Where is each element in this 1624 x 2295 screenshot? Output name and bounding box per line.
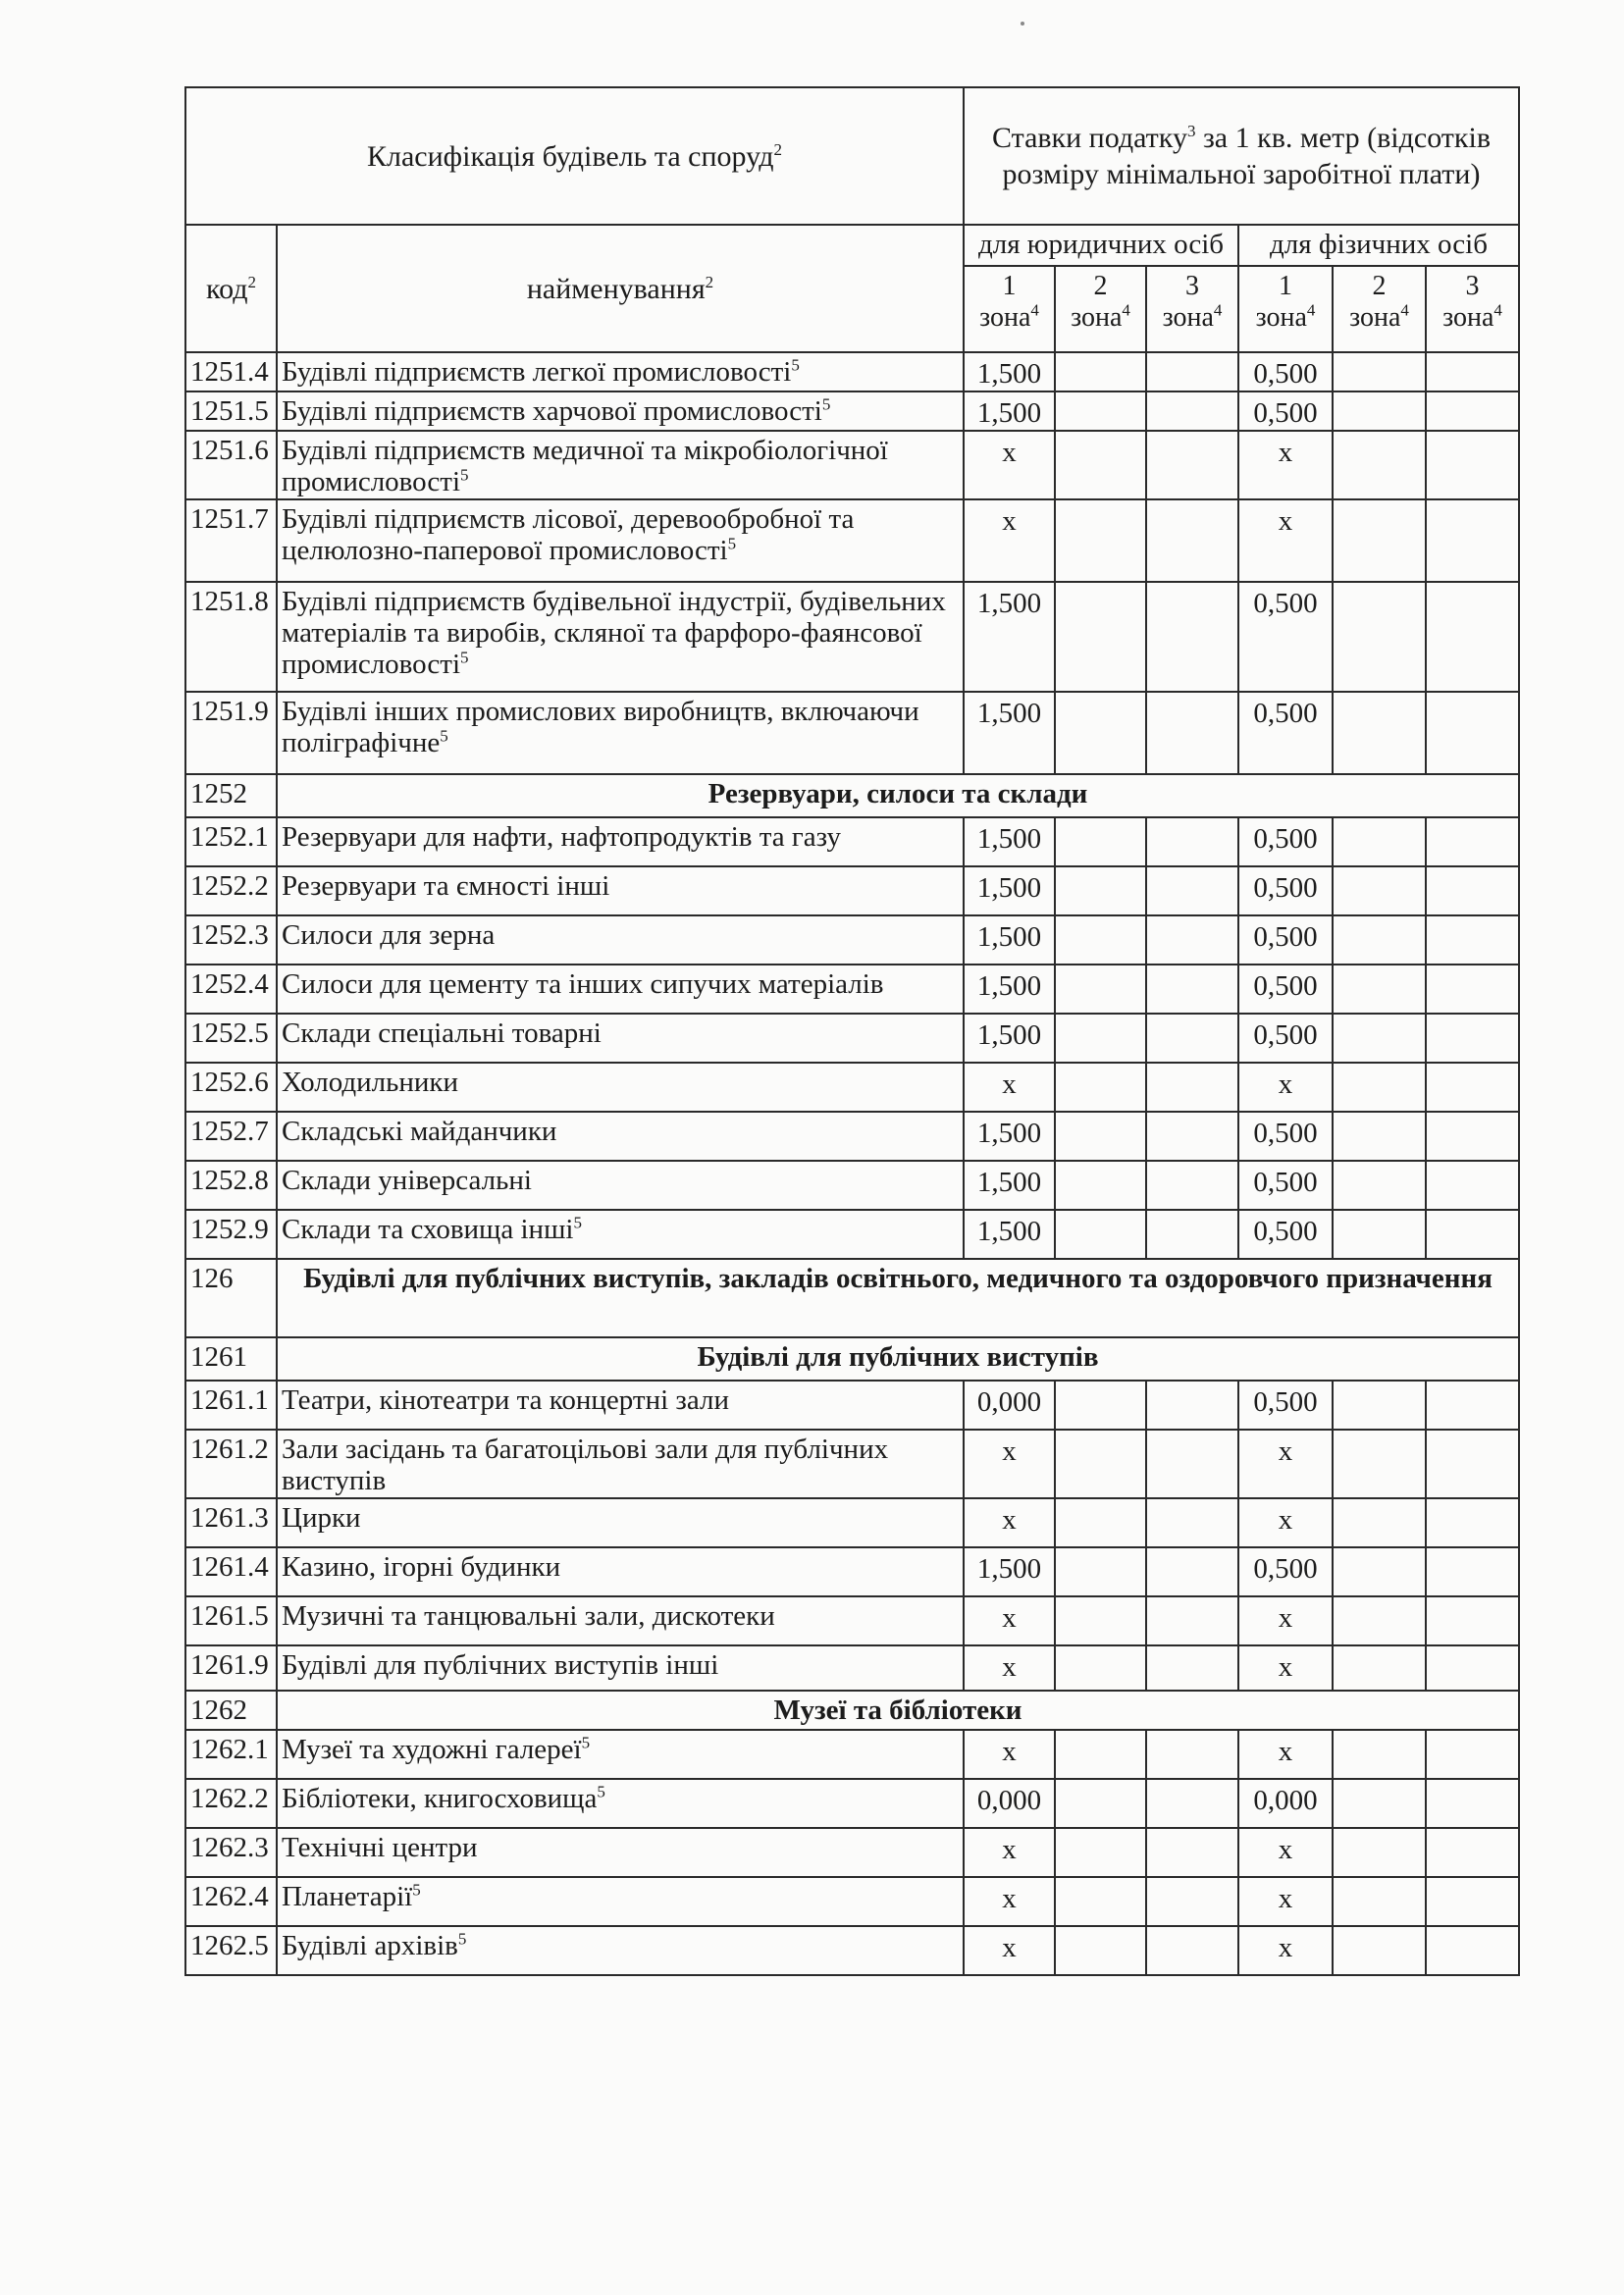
legal-zone3-rate [1146,1161,1238,1210]
name-cell: Будівлі підприємств лісової, деревообробної та целюлозно-паперової промисловості$^5$ [277,499,964,582]
legal-zone3-rate [1146,1014,1238,1063]
table-row [185,1063,1519,1112]
individual-zone2-rate [1333,1926,1426,1975]
legal-zone1-rate: x [964,1926,1055,1975]
legal-zone2-rate [1055,1730,1146,1779]
name-cell: Будівлі підприємств харчової промисловості$^5$ [277,391,964,431]
code-cell: 1262.1 [185,1730,277,1779]
footnote-mark: 5 [457,1928,467,1948]
code-cell: 1261 [185,1337,277,1381]
legal-zone1-rate: 1,500 [964,1112,1055,1161]
legal-zone3-rate [1146,1381,1238,1430]
legal-zone1-rate: x [964,1828,1055,1877]
code-cell: 1251.6 [185,431,277,499]
name-cell: Будівлі для публічних виступів інші [277,1645,964,1691]
legal-zone3-rate [1146,692,1238,774]
section-row [185,1337,1519,1381]
table-row [185,1498,1519,1547]
legal-zone1-rate: 0,000 [964,1779,1055,1828]
individual-zone1-rate: 0,500 [1238,1161,1333,1210]
code-cell: 1251.8 [185,582,277,692]
legal-zone2-rate [1055,1430,1146,1498]
section-row [185,1691,1519,1730]
legal-zone2-rate [1055,499,1146,582]
code-cell: 1262.4 [185,1877,277,1926]
individual-zone3-rate [1426,1063,1519,1112]
individual-zone2-rate [1333,1828,1426,1877]
code-cell: 1261.9 [185,1645,277,1691]
legal-zone2-rate [1055,1645,1146,1691]
legal-zone1-rate: 1,500 [964,965,1055,1014]
table-row [185,817,1519,866]
legal-zone2-rate [1055,1779,1146,1828]
scan-speck [1021,22,1024,26]
legal-zone3-rate [1146,915,1238,965]
legal-zone1-rate: 1,500 [964,866,1055,915]
legal-zone3-rate [1146,1645,1238,1691]
individual-zone1-rate: 0,500 [1238,866,1333,915]
code-cell: 1251.5 [185,391,277,431]
table-row [185,915,1519,965]
code-cell: 1262.3 [185,1828,277,1877]
legal-zone2-rate [1055,1014,1146,1063]
table-row [185,1645,1519,1691]
individual-zone2-rate [1333,1210,1426,1259]
legal-zone1-rate: 1,500 [964,1210,1055,1259]
individual-zone2-rate [1333,692,1426,774]
code-cell: 1261.5 [185,1596,277,1645]
legal-zone3-rate [1146,965,1238,1014]
name-cell: Технічні центри [277,1828,964,1877]
legal-zone3-rate [1146,352,1238,391]
zone-header: 2 зона$^4$ [1333,266,1426,352]
legal-zone1-rate: 1,500 [964,915,1055,965]
footnote-mark: 5 [573,1213,582,1232]
legal-zone1-rate: x [964,1430,1055,1498]
individual-zone3-rate [1426,1112,1519,1161]
individual-zone3-rate [1426,1430,1519,1498]
legal-zone3-rate [1146,1547,1238,1596]
individual-zone3-rate [1426,1596,1519,1645]
individual-zone2-rate [1333,1063,1426,1112]
code-header: код$^2$ [185,225,277,352]
individual-zone3-rate [1426,1210,1519,1259]
legal-zone2-rate [1055,1161,1146,1210]
individual-zone1-rate: 0,500 [1238,1381,1333,1430]
individual-zone3-rate [1426,1645,1519,1691]
individual-zone3-rate [1426,352,1519,391]
name-cell: Будівлі інших промислових виробництв, включаючи поліграфічне$^5$ [277,692,964,774]
name-cell: Цирки [277,1498,964,1547]
name-cell: Силоси для цементу та інших сипучих матеріалів [277,965,964,1014]
individual-zone1-rate: 0,500 [1238,965,1333,1014]
legal-zone3-rate [1146,1112,1238,1161]
table-row [185,866,1519,915]
zone-header: 1 зона$^4$ [964,266,1055,352]
table-row [185,1161,1519,1210]
individual-zone1-rate: x [1238,1498,1333,1547]
individual-zone2-rate [1333,1596,1426,1645]
individual-zone1-rate: 0,500 [1238,692,1333,774]
section-row [185,774,1519,817]
zone-header: 2 зона$^4$ [1055,266,1146,352]
individual-zone1-rate: 0,500 [1238,352,1333,391]
individual-zone1-rate: 0,500 [1238,1014,1333,1063]
individual-zone3-rate [1426,499,1519,582]
code-cell: 1261.4 [185,1547,277,1596]
individual-zone1-rate: 0,500 [1238,582,1333,692]
footnote-mark: 5 [597,1781,605,1800]
name-cell: Музичні та танцювальні зали, дискотеки [277,1596,964,1645]
table-row [185,1596,1519,1645]
table-row [185,1828,1519,1877]
individual-zone1-rate: 0,000 [1238,1779,1333,1828]
table-row [185,1926,1519,1975]
code-cell: 126 [185,1259,277,1337]
legal-zone1-rate: 1,500 [964,582,1055,692]
footnote-mark: 5 [581,1732,591,1751]
legal-zone2-rate [1055,1210,1146,1259]
legal-zone1-rate: 1,500 [964,352,1055,391]
individual-zone3-rate [1426,1161,1519,1210]
individual-zone2-rate [1333,1430,1426,1498]
legal-zone1-rate: 1,500 [964,1014,1055,1063]
table-row [185,1779,1519,1828]
table-row [185,965,1519,1014]
legal-zone2-rate [1055,582,1146,692]
individual-zone2-rate [1333,1877,1426,1926]
legal-zone3-rate [1146,499,1238,582]
name-cell: Силоси для зерна [277,915,964,965]
legal-zone2-rate [1055,1596,1146,1645]
individual-zone3-rate [1426,866,1519,915]
code-cell: 1251.4 [185,352,277,391]
individual-zone1-rate: x [1238,1430,1333,1498]
individual-zone1-rate: 0,500 [1238,1547,1333,1596]
legal-zone2-rate [1055,692,1146,774]
individual-zone2-rate [1333,817,1426,866]
legal-zone2-rate [1055,1926,1146,1975]
code-cell: 1252.7 [185,1112,277,1161]
legal-zone3-rate [1146,1730,1238,1779]
legal-zone1-rate: 1,500 [964,817,1055,866]
legal-zone2-rate [1055,1063,1146,1112]
legal-zone1-rate: 1,500 [964,1161,1055,1210]
individual-zone2-rate [1333,915,1426,965]
individual-zone2-rate [1333,1498,1426,1547]
table-row [185,582,1519,692]
zone-header: 1 зона$^4$ [1238,266,1333,352]
table-row [185,1112,1519,1161]
code-cell: 1262 [185,1691,277,1730]
legal-zone2-rate [1055,915,1146,965]
individual-zone3-rate [1426,1014,1519,1063]
individual-zone3-rate [1426,915,1519,965]
individual-zone3-rate [1426,1828,1519,1877]
table-row [185,1430,1519,1498]
table-row [185,1547,1519,1596]
section-title: Будівлі для публічних виступів [277,1337,1519,1381]
legal-zone1-rate: x [964,431,1055,499]
legal-zone2-rate [1055,1112,1146,1161]
name-cell: Театри, кінотеатри та концертні зали [277,1381,964,1430]
legal-zone1-rate: x [964,1877,1055,1926]
name-cell: Будівлі підприємств медичної та мікробіологічної промисловості$^5$ [277,431,964,499]
name-cell: Холодильники [277,1063,964,1112]
individual-zone2-rate [1333,1779,1426,1828]
legal-zone3-rate [1146,1063,1238,1112]
code-cell: 1261.1 [185,1381,277,1430]
name-cell: Будівлі підприємств будівельної індустрії, будівельних матеріалів та виробів, скляної та фарфоро-фаянсової промисловості$^5$ [277,582,964,692]
footnote-mark: 5 [440,726,448,746]
name-cell: Склади та сховища інші$^5$ [277,1210,964,1259]
name-cell: Будівлі архівів$^5$ [277,1926,964,1975]
individuals-header: для фізичних осіб [1238,225,1519,266]
individual-zone2-rate [1333,1161,1426,1210]
footnote-mark: 5 [791,355,800,375]
name-cell: Казино, ігорні будинки [277,1547,964,1596]
name-cell: Будівлі підприємств легкої промисловості$^5$ [277,352,964,391]
individual-zone2-rate [1333,965,1426,1014]
footnote-mark: 5 [460,647,469,666]
legal-zone3-rate [1146,1596,1238,1645]
individual-zone1-rate: 0,500 [1238,915,1333,965]
legal-zone1-rate: x [964,1645,1055,1691]
individual-zone2-rate [1333,1730,1426,1779]
footnote-mark: 5 [727,534,737,553]
name-cell: Склади універсальні [277,1161,964,1210]
legal-entities-header: для юридичних осіб [964,225,1238,266]
code-cell: 1252.2 [185,866,277,915]
legal-zone1-rate: x [964,1730,1055,1779]
legal-zone1-rate: x [964,1498,1055,1547]
code-cell: 1252.4 [185,965,277,1014]
code-cell: 1261.2 [185,1430,277,1498]
individual-zone3-rate [1426,1779,1519,1828]
individual-zone1-rate: x [1238,1596,1333,1645]
section-row [185,1259,1519,1337]
legal-zone2-rate [1055,431,1146,499]
code-cell: 1252.3 [185,915,277,965]
individual-zone1-rate: x [1238,1730,1333,1779]
individual-zone1-rate: x [1238,1828,1333,1877]
legal-zone2-rate [1055,1498,1146,1547]
individual-zone1-rate: 0,500 [1238,1210,1333,1259]
code-cell: 1262.2 [185,1779,277,1828]
table-row [185,499,1519,582]
name-cell: Бібліотеки, книгосховища$^5$ [277,1779,964,1828]
code-cell: 1252.9 [185,1210,277,1259]
legal-zone2-rate [1055,1547,1146,1596]
legal-zone3-rate [1146,1877,1238,1926]
legal-zone2-rate [1055,1877,1146,1926]
individual-zone1-rate: x [1238,499,1333,582]
table-row [185,692,1519,774]
individual-zone3-rate [1426,965,1519,1014]
individual-zone2-rate [1333,1547,1426,1596]
table-row [185,1381,1519,1430]
legal-zone3-rate [1146,1430,1238,1498]
code-cell: 1252.5 [185,1014,277,1063]
legal-zone3-rate [1146,1926,1238,1975]
section-title: Музеї та бібліотеки [277,1691,1519,1730]
table-row [185,391,1519,431]
code-cell: 1252 [185,774,277,817]
name-cell: Складські майданчики [277,1112,964,1161]
name-cell: Резервуари для нафти, нафтопродуктів та газу [277,817,964,866]
legal-zone2-rate [1055,391,1146,431]
legal-zone2-rate [1055,817,1146,866]
section-title: Будівлі для публічних виступів, закладів освітнього, медичного та оздоровчого призначення [277,1259,1519,1337]
individual-zone3-rate [1426,391,1519,431]
code-cell: 1262.5 [185,1926,277,1975]
individual-zone2-rate [1333,431,1426,499]
individual-zone3-rate [1426,1547,1519,1596]
legal-zone1-rate: 1,500 [964,391,1055,431]
individual-zone1-rate: 0,500 [1238,391,1333,431]
code-cell: 1252.8 [185,1161,277,1210]
code-cell: 1251.7 [185,499,277,582]
legal-zone3-rate [1146,1828,1238,1877]
table-row [185,1730,1519,1779]
individual-zone1-rate: 0,500 [1238,817,1333,866]
legal-zone2-rate [1055,1381,1146,1430]
footnote-mark: 5 [412,1879,421,1899]
code-cell: 1252.1 [185,817,277,866]
individual-zone2-rate [1333,1112,1426,1161]
legal-zone3-rate [1146,391,1238,431]
name-cell: Склади спеціальні товарні [277,1014,964,1063]
legal-zone2-rate [1055,1828,1146,1877]
individual-zone1-rate: x [1238,1877,1333,1926]
code-cell: 1251.9 [185,692,277,774]
legal-zone3-rate [1146,866,1238,915]
name-header: найменування$^2$ [277,225,964,352]
individual-zone2-rate [1333,352,1426,391]
rates-header: Ставки податку$^3$ за 1 кв. метр (відсотків розміру мінімальної заробітної плати) [964,87,1519,225]
individual-zone1-rate: x [1238,1926,1333,1975]
legal-zone3-rate [1146,582,1238,692]
code-cell: 1252.6 [185,1063,277,1112]
individual-zone1-rate: x [1238,1063,1333,1112]
footnote-mark: 5 [460,465,469,485]
individual-zone1-rate: x [1238,431,1333,499]
individual-zone2-rate [1333,499,1426,582]
name-cell: Зали засідань та багатоцільові зали для публічних виступів [277,1430,964,1498]
table-row [185,1877,1519,1926]
legal-zone1-rate: x [964,1596,1055,1645]
table-row [185,431,1519,499]
individual-zone1-rate: x [1238,1645,1333,1691]
classification-header: Класифікація будівель та споруд$^2$ [185,87,964,225]
footnote-mark: 5 [821,394,831,414]
section-title: Резервуари, силоси та склади [277,774,1519,817]
individual-zone1-rate: 0,500 [1238,1112,1333,1161]
zone-header: 3 зона$^4$ [1146,266,1238,352]
legal-zone1-rate: x [964,1063,1055,1112]
legal-zone2-rate [1055,866,1146,915]
table-row [185,352,1519,391]
individual-zone3-rate [1426,1730,1519,1779]
name-cell: Музеї та художні галереї$^5$ [277,1730,964,1779]
legal-zone1-rate: 1,500 [964,692,1055,774]
legal-zone2-rate [1055,965,1146,1014]
individual-zone2-rate [1333,582,1426,692]
zone-header: 3 зона$^4$ [1426,266,1519,352]
individual-zone3-rate [1426,1877,1519,1926]
individual-zone2-rate [1333,1014,1426,1063]
individual-zone3-rate [1426,817,1519,866]
legal-zone3-rate [1146,817,1238,866]
individual-zone3-rate [1426,582,1519,692]
table-row [185,1210,1519,1259]
legal-zone1-rate: x [964,499,1055,582]
legal-zone3-rate [1146,431,1238,499]
individual-zone2-rate [1333,1381,1426,1430]
individual-zone3-rate [1426,431,1519,499]
individual-zone2-rate [1333,1645,1426,1691]
legal-zone1-rate: 1,500 [964,1547,1055,1596]
individual-zone2-rate [1333,391,1426,431]
legal-zone3-rate [1146,1210,1238,1259]
individual-zone3-rate [1426,1381,1519,1430]
name-cell: Планетарії$^5$ [277,1877,964,1926]
code-cell: 1261.3 [185,1498,277,1547]
individual-zone3-rate [1426,1926,1519,1975]
table-row [185,1014,1519,1063]
tax-rates-table [184,86,1520,1976]
legal-zone2-rate [1055,352,1146,391]
legal-zone3-rate [1146,1498,1238,1547]
individual-zone3-rate [1426,692,1519,774]
name-cell: Резервуари та ємності інші [277,866,964,915]
individual-zone3-rate [1426,1498,1519,1547]
legal-zone3-rate [1146,1779,1238,1828]
legal-zone1-rate: 0,000 [964,1381,1055,1430]
individual-zone2-rate [1333,866,1426,915]
